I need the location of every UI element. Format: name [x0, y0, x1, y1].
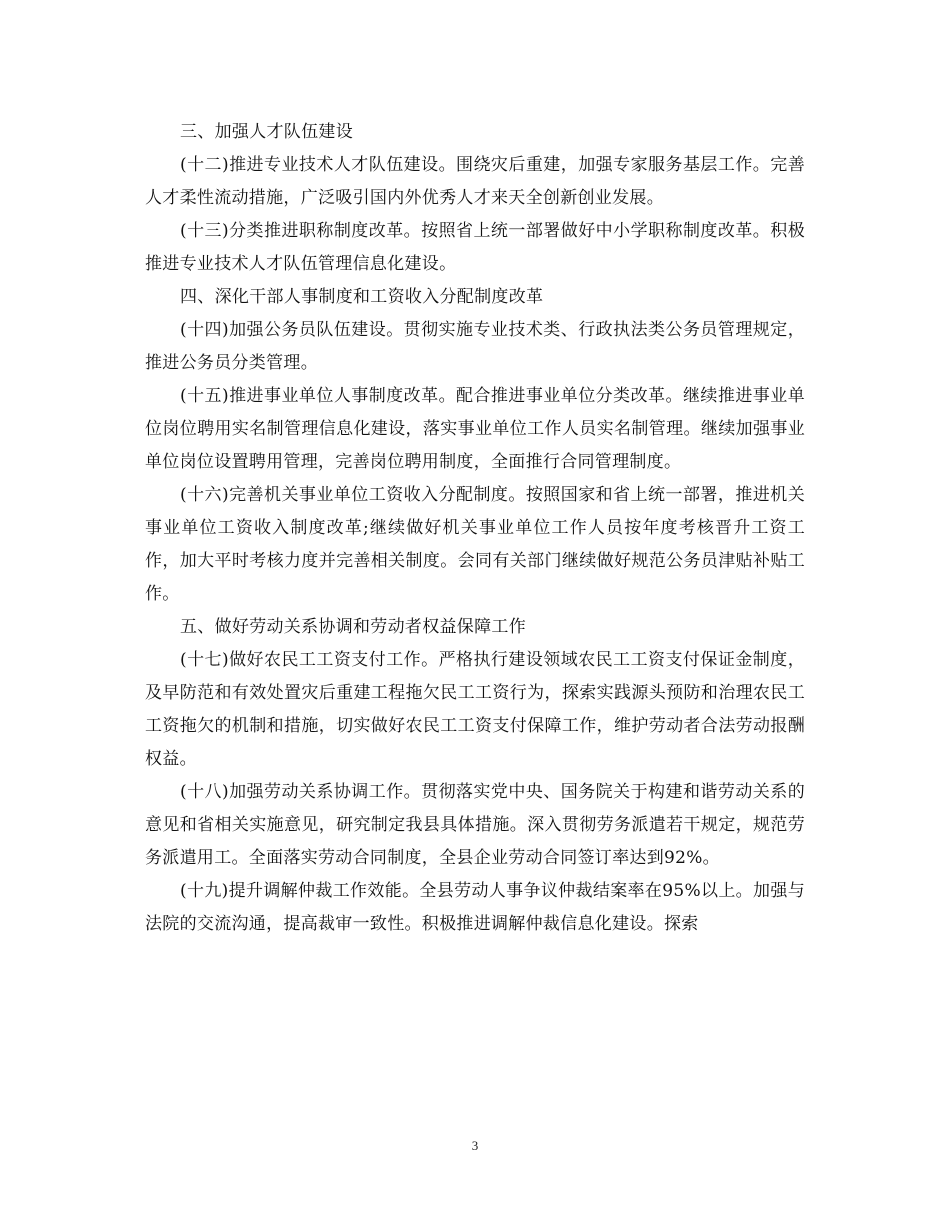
paragraph-12: (十二)推进专业技术人才队伍建设。围绕灾后重建，加强专家服务基层工作。完善人才柔性流动措施，广泛吸引国内外优秀人才来天全创新创业发展。 — [145, 155, 805, 208]
section-heading-3: 三、加强人才队伍建设 — [180, 122, 353, 142]
paragraph-14: (十四)加强公务员队伍建设。贯彻实施专业技术类、行政执法类公务员管理规定，推进公务员分类管理。 — [145, 320, 805, 373]
document-body — [145, 116, 805, 941]
section-heading-4: 四、深化干部人事制度和工资收入分配制度改革 — [180, 287, 544, 307]
page-number: 3 — [471, 1138, 479, 1153]
section-heading-5: 五、做好劳动关系协调和劳动者权益保障工作 — [180, 617, 526, 637]
paragraph-19: (十九)提升调解仲裁工作效能。全县劳动人事争议仲裁结案率在95%以上。加强与法院的交流沟通，提高裁审一致性。积极推进调解仲裁信息化建设。探索 — [145, 881, 805, 934]
paragraph-17: (十七)做好农民工工资支付工作。严格执行建设领域农民工工资支付保证金制度，及早防范和有效处置灾后重建工程拖欠民工工资行为，探索实践源头预防和治理农民工工资拖欠的机制和措施，切实做好农民工工资支付保障工作，维护劳动者合法劳动报酬权益。 — [145, 650, 805, 769]
paragraph-16: (十六)完善机关事业单位工资收入分配制度。按照国家和省上统一部署，推进机关事业单位工资收入制度改革;继续做好机关事业单位工作人员按年度考核晋升工资工作，加大平时考核力度并完善相关制度。会同有关部门继续做好规范公务员津贴补贴工作。 — [145, 485, 805, 604]
paragraph-18: (十八)加强劳动关系协调工作。贯彻落实党中央、国务院关于构建和谐劳动关系的意见和省相关实施意见，研究制定我县具体措施。深入贯彻劳务派遣若干规定，规范劳务派遣用工。全面落实劳动合同制度，全县企业劳动合同签订率达到92%。 — [145, 782, 805, 868]
paragraph-15: (十五)推进事业单位人事制度改革。配合推进事业单位分类改革。继续推进事业单位岗位聘用实名制管理信息化建设，落实事业单位工作人员实名制管理。继续加强事业单位岗位设置聘用管理，完善岗位聘用制度，全面推行合同管理制度。 — [145, 386, 805, 472]
paragraph-13: (十三)分类推进职称制度改革。按照省上统一部署做好中小学职称制度改革。积极推进专业技术人才队伍管理信息化建设。 — [145, 221, 805, 274]
